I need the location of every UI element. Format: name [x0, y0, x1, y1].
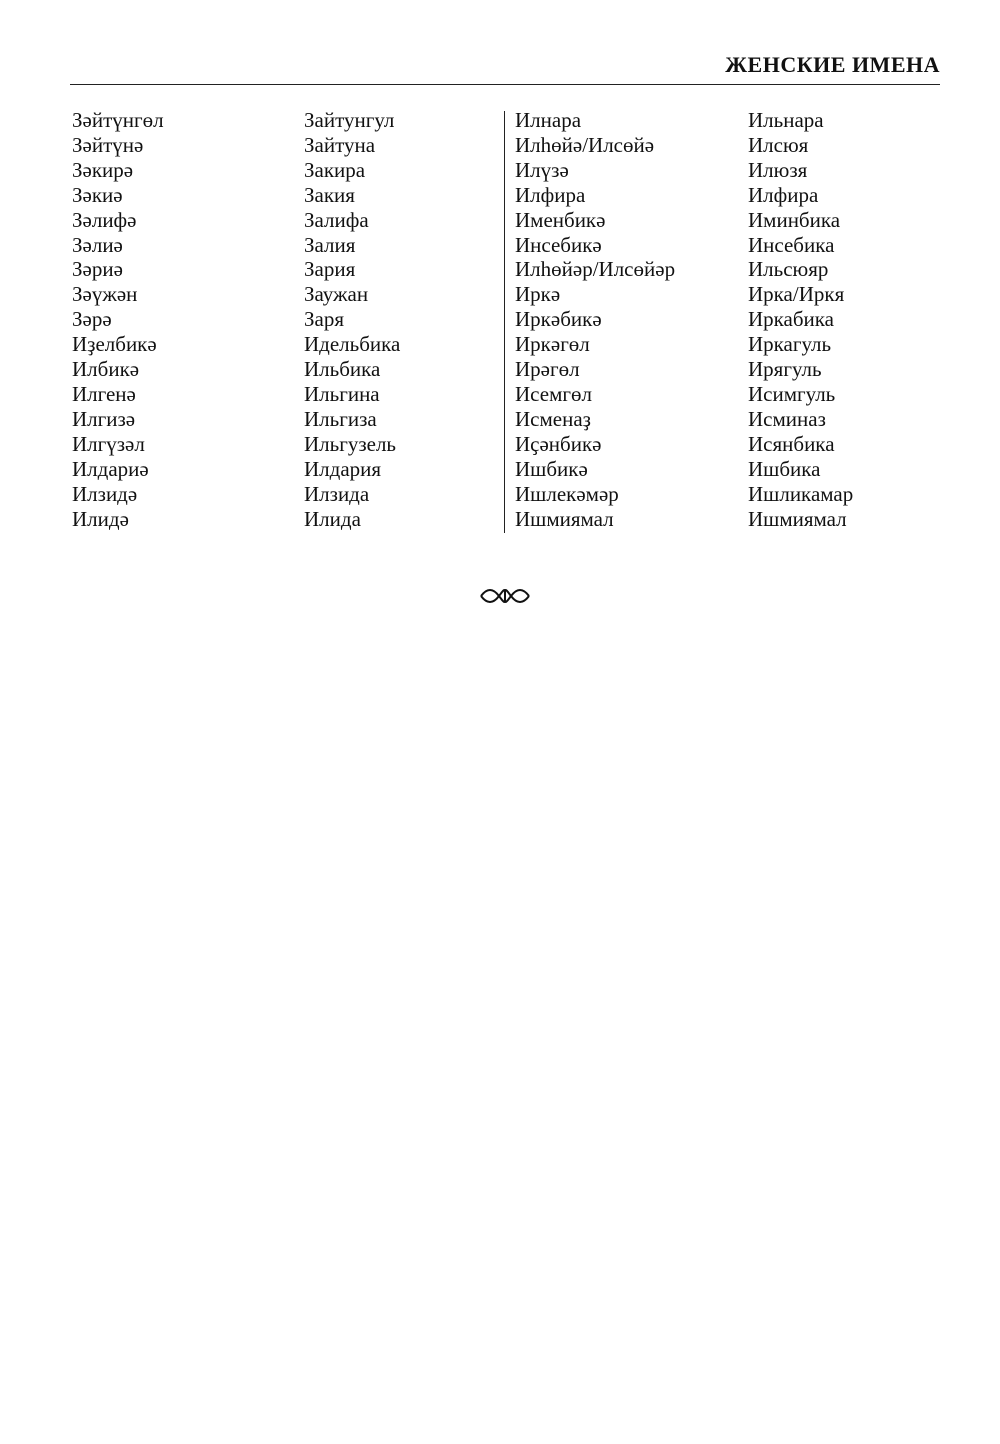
name-entry: Илнара — [515, 108, 582, 132]
name-entry: Иркагуль — [748, 332, 832, 357]
name-entry: Илзидә — [72, 481, 138, 506]
name-entry: Илфира — [748, 182, 819, 207]
name-entry: Идельбика — [304, 332, 401, 357]
name-entry: Ишбикә — [515, 456, 588, 481]
name-entry: Зәлиә — [72, 232, 123, 257]
name-entry: Залифа — [304, 207, 369, 232]
name-entry: Зәрә — [72, 307, 112, 332]
name-entry: Илфира — [515, 182, 586, 207]
name-entry: Илида — [304, 506, 361, 531]
name-entry: Илзида — [304, 481, 370, 506]
name-entry: Иркә — [515, 282, 561, 307]
name-entry: Именбикә — [515, 207, 606, 232]
bashkir-names-column-right — [515, 108, 675, 531]
column-divider — [504, 111, 505, 533]
name-entry: Закия — [304, 182, 355, 207]
name-entry: Илгизә — [72, 406, 136, 431]
name-entry: Исминаз — [748, 406, 826, 431]
name-entry: Зәкирә — [72, 157, 134, 182]
name-entry: Исимгуль — [748, 381, 836, 406]
name-entry: Ильнара — [748, 108, 824, 132]
name-entry: Иркабика — [748, 307, 834, 332]
name-entry: Заужан — [304, 282, 369, 307]
name-entry: Илүзә — [515, 157, 569, 182]
name-entry: Илдария — [304, 456, 382, 481]
name-entry: Ильбика — [304, 357, 381, 382]
name-entry: Илбикә — [72, 357, 140, 382]
russian-names-column-left — [304, 108, 400, 531]
name-entry: Иҙелбикә — [72, 332, 157, 357]
name-entry: Исемгөл — [515, 381, 592, 406]
name-entry: Ильгузель — [304, 431, 397, 456]
name-entry: Зайтуна — [304, 132, 376, 157]
name-entry: Инсебикә — [515, 232, 602, 257]
name-entry: Ирягуль — [748, 357, 822, 382]
name-entry: Инсебика — [748, 232, 835, 257]
name-entry: Ишмиямал — [515, 506, 614, 531]
name-entry: Иминбика — [748, 207, 841, 232]
name-entry: Илһөйә/Илсөйә — [515, 132, 655, 157]
name-entry: Зәйтүнә — [72, 132, 144, 157]
name-entry: Зария — [304, 257, 356, 282]
russian-names-column-right — [748, 108, 853, 531]
name-entry: Илһөйәр/Илсөйәр — [515, 257, 676, 282]
name-entry: Илдариә — [72, 456, 149, 481]
name-entry: Илгүзәл — [72, 431, 145, 456]
name-entry: Ишмиямал — [748, 506, 847, 531]
name-entry: Исменаҙ — [515, 406, 591, 431]
name-entry: Ильсюяр — [748, 257, 829, 282]
name-entry: Ирәгөл — [515, 357, 580, 382]
name-entry: Исянбика — [748, 431, 835, 456]
bashkir-names-column-left — [72, 108, 164, 531]
name-entry: Илсюя — [748, 132, 809, 157]
name-entry: Ирка/Иркя — [748, 282, 845, 307]
name-entry: Иҫәнбикә — [515, 431, 602, 456]
name-entry: Заря — [304, 307, 345, 332]
name-entry: Ильгиза — [304, 406, 377, 431]
name-entry: Зәүжән — [72, 282, 138, 307]
name-entry: Зәйтүнгөл — [72, 108, 164, 132]
name-entry: Илгенә — [72, 381, 136, 406]
name-entry: Залия — [304, 232, 356, 257]
name-entry: Зәлифә — [72, 207, 137, 232]
name-entry: Илидә — [72, 506, 129, 531]
page-title: ЖЕНСКИЕ ИМЕНА — [725, 52, 940, 77]
name-entry: Ишлекәмәр — [515, 481, 619, 506]
decorative-flourish-icon — [479, 583, 531, 609]
name-entry: Закира — [304, 157, 366, 182]
name-entry: Зайтунгул — [304, 108, 395, 132]
name-entry: Зәкиә — [72, 182, 123, 207]
name-entry: Ишликамар — [748, 481, 854, 506]
header-rule — [70, 84, 940, 85]
name-entry: Иркәбикә — [515, 307, 602, 332]
name-entry: Ишбика — [748, 456, 821, 481]
name-entry: Иркәгөл — [515, 332, 590, 357]
name-entry: Илюзя — [748, 157, 808, 182]
name-entry: Зәриә — [72, 257, 123, 282]
name-entry: Ильгина — [304, 381, 380, 406]
